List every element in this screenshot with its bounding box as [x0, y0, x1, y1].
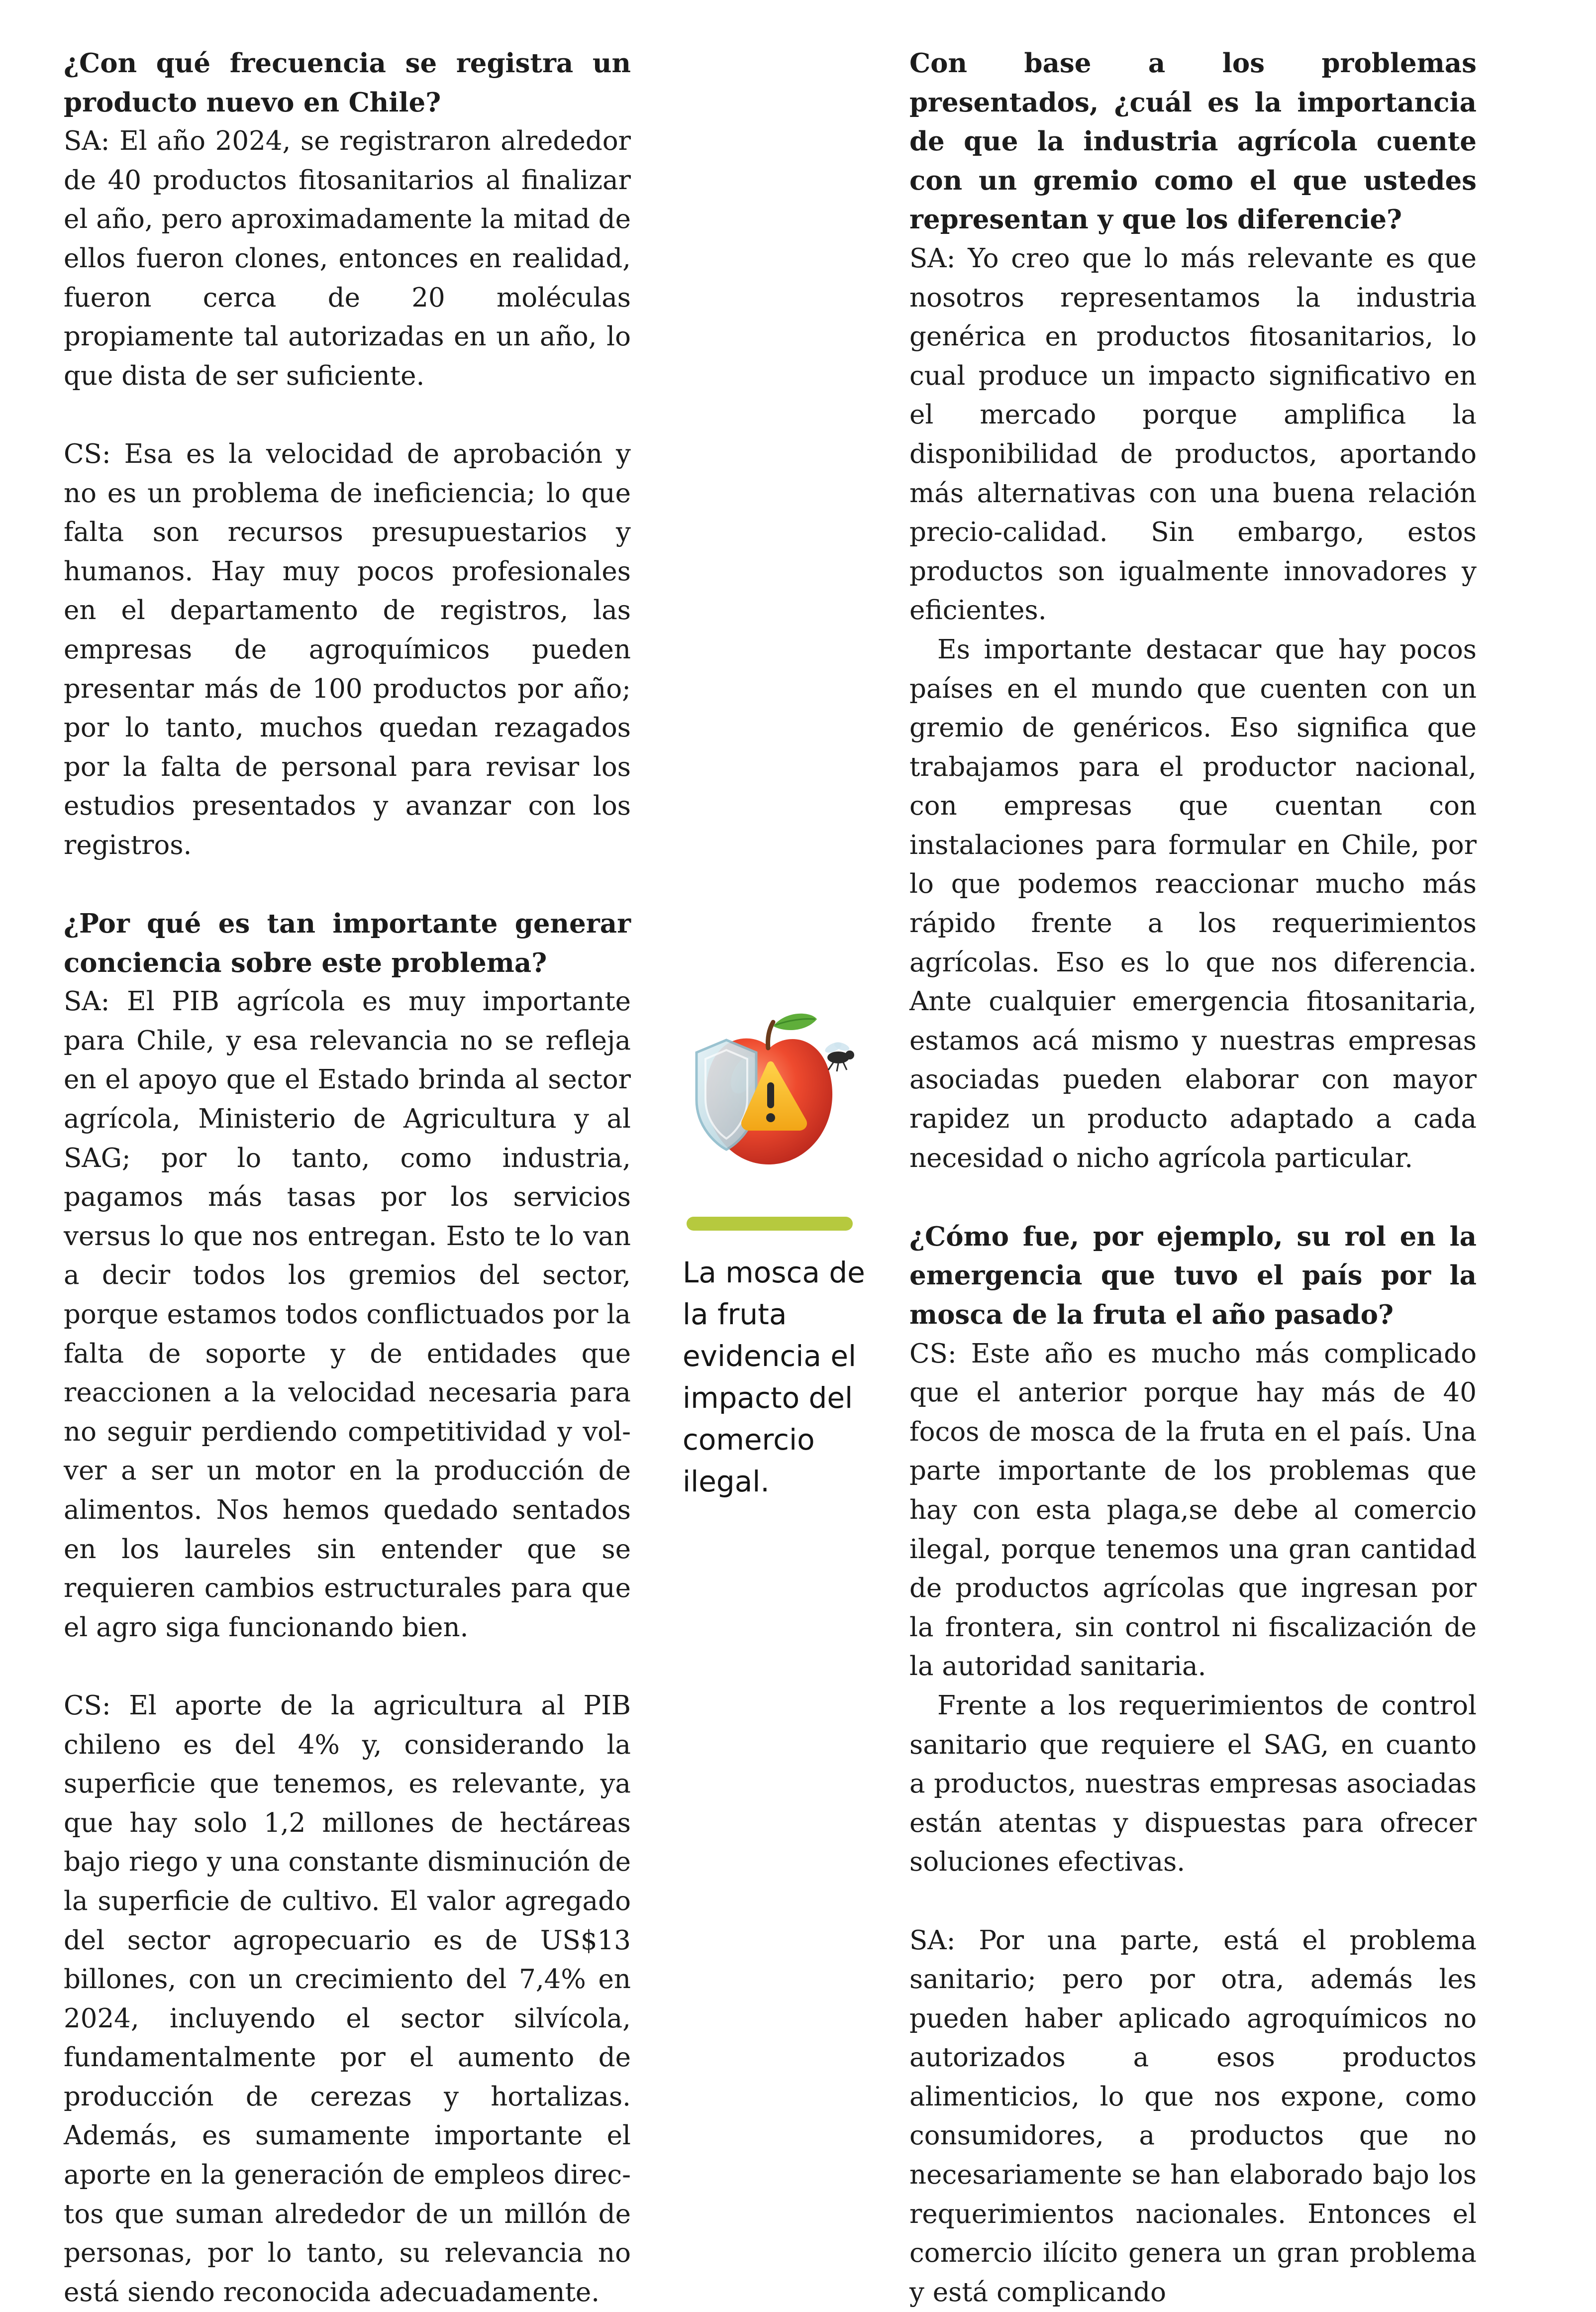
answer-paragraph: SA: El PIB agrícola es muy importante para Chile, y esa relevancia no se refleja en el apoyo que el Estado brinda al sector agrícola, Ministerio de Agricultura y al SAG; por lo tanto, como industria, pagamos más tasas por los servicios versus lo que nos entregan. Esto te lo van a decir todos los gremios del sector, porque estamos todos conflictuados por la falta de soporte y de entidades que reaccionen a la velocidad necesaria para no seguir perdiendo competitividad y volver a ser un motor en la producción de alimentos. Nos hemos quedado sentados en los laureles sin entender que se requieren cambios estructurales para que el agro siga funcionando bien. [64, 982, 631, 1647]
answer-paragraph: SA: El año 2024, se registraron alrededor de 40 productos fitosanitarios al finalizar el año, pero aproximadamente la mitad de ellos fueron clones, entonces en realidad, fueron cerca de 20 moléculas propiamente tal autorizadas en un año, lo que dista de ser suficiente. [64, 122, 631, 396]
right-column [909, 44, 1477, 2312]
answer-paragraph: SA: Yo creo que lo más relevante es que nosotros representamos la industria genérica en productos fitosanitarios, lo cual produce un impacto significativo en el mercado porque amplifica la disponibilidad de productos, aportando más alternativas con una buena relación precio-calidad. Sin embargo, estos productos son igualmente innovadores y eficientes. [909, 239, 1477, 631]
apple-warning-shield-fly-icon [662, 1000, 871, 1209]
sidebar-caption: La mosca de la fruta evidencia el impacto del comercio ilegal. [683, 1252, 877, 1502]
answer-paragraph: CS: Esa es la velocidad de aprobación y no es un problema de ineficiencia; lo que falta son recursos presupuestarios y humanos. Hay muy pocos profesionales en el departamento de registros, las empresas de agroquímicos pueden presentar más de 100 productos por año; por lo tanto, muchos quedan rezagados por la falta de personal para revisar los estudios presentados y avanzar con los registros. [64, 435, 631, 865]
left-column [64, 44, 631, 2312]
question-awareness: ¿Por qué es tan importante generar conciencia sobre este problema? [64, 904, 631, 982]
question-importance: Con base a los problemas presentados, ¿cuál es la importancia de que la industria agrícola cuente con un gremio como el que ustedes representan y que los diferencie? [909, 44, 1477, 239]
question-fruit-fly: ¿Cómo fue, por ejemplo, su rol en la emergencia que tuvo el país por la mosca de la fruta el año pasado? [909, 1217, 1477, 1335]
answer-paragraph: CS: El aporte de la agricultura al PIB chileno es del 4% y, considerando la superficie que tenemos, es relevante, ya que hay solo 1,2 millones de hectáreas bajo riego y una constante disminución de la superficie de cultivo. El valor agregado del sector agropecuario es de US$13 billones, con un crecimiento del 7,4% en 2024, incluyendo el sector silvícola, fundamentalmente por el aumento de producción de cerezas y hortalizas. Además, es sumamente importante el aporte en la generación de empleos directos que suman alrededor de un millón de personas, por lo tanto, su relevancia no está siendo reconocida adecuadamente. [64, 1686, 631, 2312]
accent-bar [687, 1217, 853, 1231]
question-frequency: ¿Con qué frecuencia se registra un producto nuevo en Chile? [64, 44, 631, 122]
answer-paragraph: Frente a los requerimientos de control sanitario que requiere el SAG, en cuanto a productos, nuestras empresas asociadas están atentas y dispuestas para ofrecer soluciones efectivas. [909, 1686, 1477, 1882]
answer-paragraph: Es importante destacar que hay pocos países en el mundo que cuenten con un gremio de genéricos. Eso significa que trabajamos para el productor nacional, con empresas que cuentan con instalaciones para formular en Chile, por lo que podemos reaccionar mucho más rápido frente a los requerimientos agrícolas. Eso es lo que nos diferencia. Ante cualquier emergencia fitosanitaria, estamos acá mismo y nuestras empresas asociadas pueden elaborar con mayor rapidez un producto adaptado a cada necesidad o nicho agrícola particular. [909, 631, 1477, 1178]
answer-paragraph: CS: Este año es mucho más complicado que el anterior porque hay más de 40 focos de mosca de la fruta en el país. Una parte importante de los problemas que hay con esta plaga,se debe al comercio ilegal, porque tenemos una gran cantidad de productos agrícolas que ingresan por la frontera, sin control ni fiscalización de la autoridad sanitaria. [909, 1335, 1477, 1686]
answer-paragraph: SA: Por una parte, está el problema sanitario; pero por otra, además les pueden haber aplicado agroquímicos no autorizados a esos productos alimenticios, lo que nos expone, como consumidores, a productos que no necesariamente se han elaborado bajo los requerimientos nacionales. Entonces el comercio ilícito genera un gran problema y está complicando [909, 1921, 1477, 2312]
